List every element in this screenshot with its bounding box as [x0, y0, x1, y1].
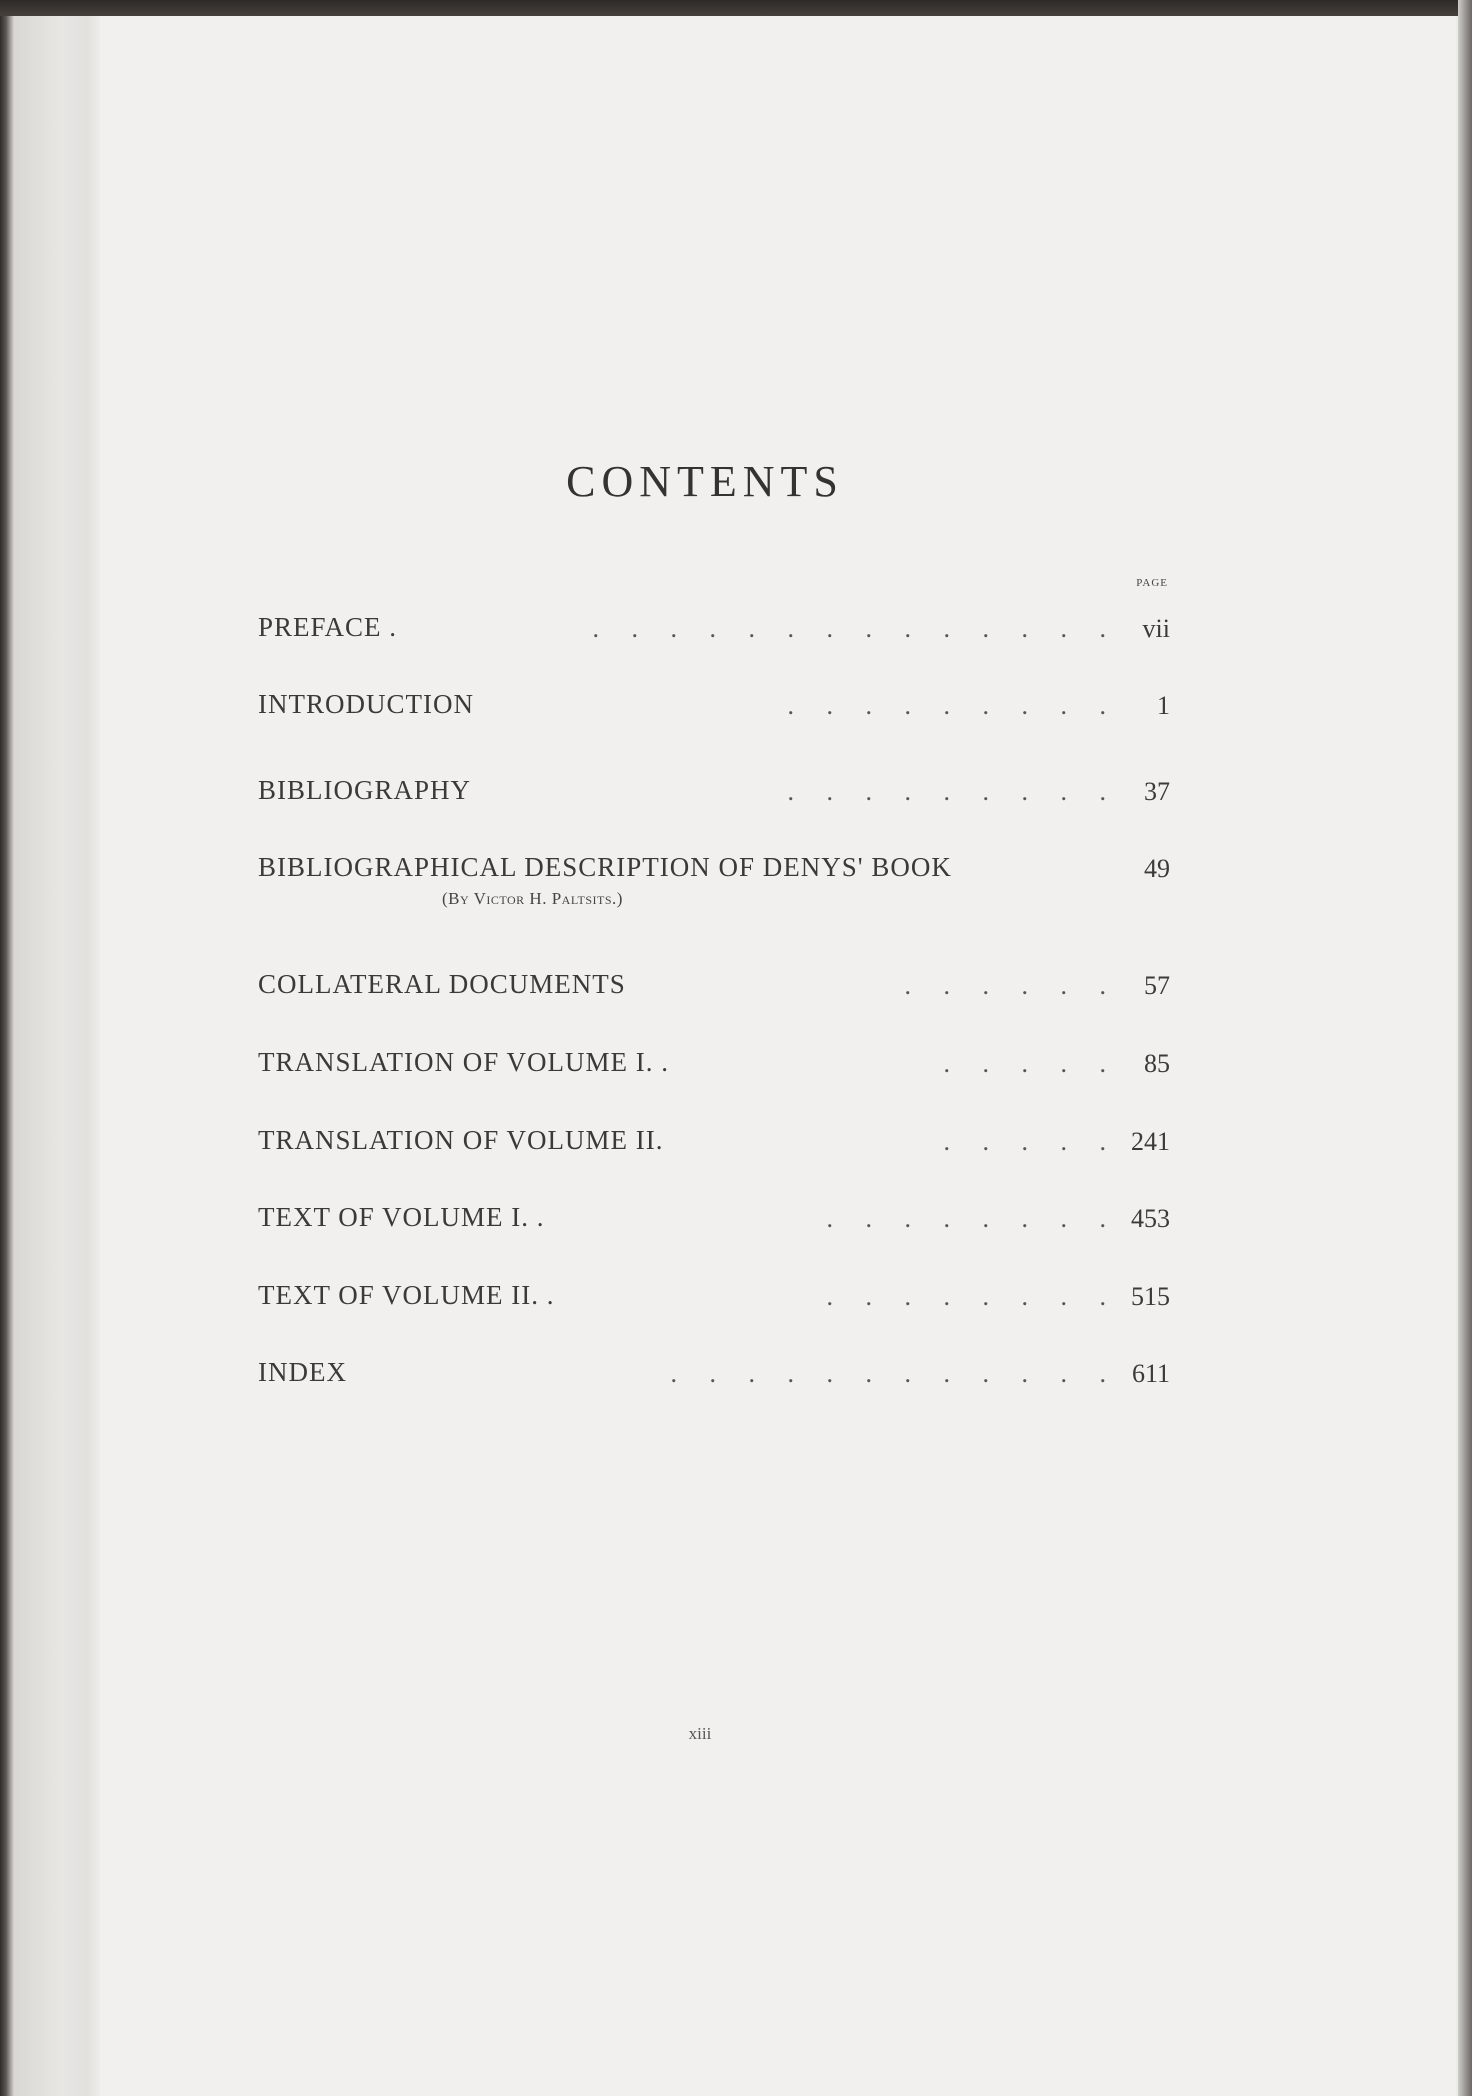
toc-entry-title: TRANSLATION OF VOLUME I. . — [258, 1047, 670, 1077]
toc-entry-page: 241 — [1131, 1127, 1170, 1156]
dot-leaders: . . . . . . — [904, 971, 1106, 1000]
toc-entry-title: COLLATERAL DOCUMENTS — [258, 969, 626, 999]
toc-entry-page: 453 — [1131, 1204, 1170, 1233]
toc-entry-bibliographical-description — [258, 852, 1170, 892]
toc-entry-introduction — [258, 689, 1170, 729]
toc-entry-translation-volume-2 — [258, 1125, 1170, 1165]
toc-entry-title: INTRODUCTION — [258, 689, 474, 719]
toc-entry-title: INDEX — [258, 1357, 347, 1387]
book-binding-edge — [0, 0, 100, 2096]
top-scan-edge — [0, 0, 1472, 16]
toc-entry-translation-volume-1 — [258, 1047, 1170, 1087]
toc-entry-page: 49 — [1144, 854, 1170, 883]
toc-entry-title: PREFACE . — [258, 612, 398, 642]
toc-entry-page: 515 — [1131, 1282, 1170, 1311]
toc-entry-index — [258, 1357, 1170, 1397]
page-column-label: PAGE — [1136, 577, 1168, 589]
toc-entry-title: TRANSLATION OF VOLUME II. — [258, 1125, 664, 1155]
toc-entry-page: 611 — [1131, 1359, 1170, 1388]
right-page-edge — [1458, 0, 1472, 2096]
page-title: CONTENTS — [566, 457, 844, 506]
toc-entry-text-volume-1 — [258, 1202, 1170, 1242]
toc-entry-page: 1 — [1157, 691, 1170, 720]
dot-leaders: . . . . . . . . . . . . — [670, 1359, 1106, 1388]
toc-entry-preface — [258, 612, 1170, 652]
toc-entry-title: TEXT OF VOLUME I. . — [258, 1202, 545, 1232]
toc-entry-page: 37 — [1144, 777, 1170, 806]
toc-entry-page: 85 — [1144, 1049, 1170, 1078]
toc-entry-text-volume-2 — [258, 1280, 1170, 1320]
toc-entry-title: BIBLIOGRAPHICAL DESCRIPTION OF DENYS' BOOK — [258, 852, 952, 882]
dot-leaders: . . . . . . . . — [826, 1204, 1106, 1233]
toc-entry-title: TEXT OF VOLUME II. . — [258, 1280, 555, 1310]
toc-entry-bibliography — [258, 775, 1170, 815]
dot-leaders: . . . . . . . . . — [787, 691, 1106, 720]
dot-leaders: . . . . . — [943, 1049, 1106, 1078]
toc-entry-title: BIBLIOGRAPHY — [258, 775, 472, 805]
dot-leaders: . . . . . . . . . . . . . . — [592, 614, 1106, 643]
page-body — [100, 16, 1456, 2096]
page-number-folio: xiii — [688, 1724, 712, 1743]
dot-leaders: . . . . . — [943, 1127, 1106, 1156]
dot-leaders: . . . . . . . . — [826, 1282, 1106, 1311]
toc-entry-page: vii — [1142, 614, 1170, 643]
dot-leaders: . . . . . . . . . — [787, 777, 1106, 806]
byline: (By Victor H. Paltsits.) — [442, 889, 623, 908]
toc-entry-page: 57 — [1144, 971, 1170, 1000]
toc-entry-collateral-documents — [258, 969, 1170, 1009]
